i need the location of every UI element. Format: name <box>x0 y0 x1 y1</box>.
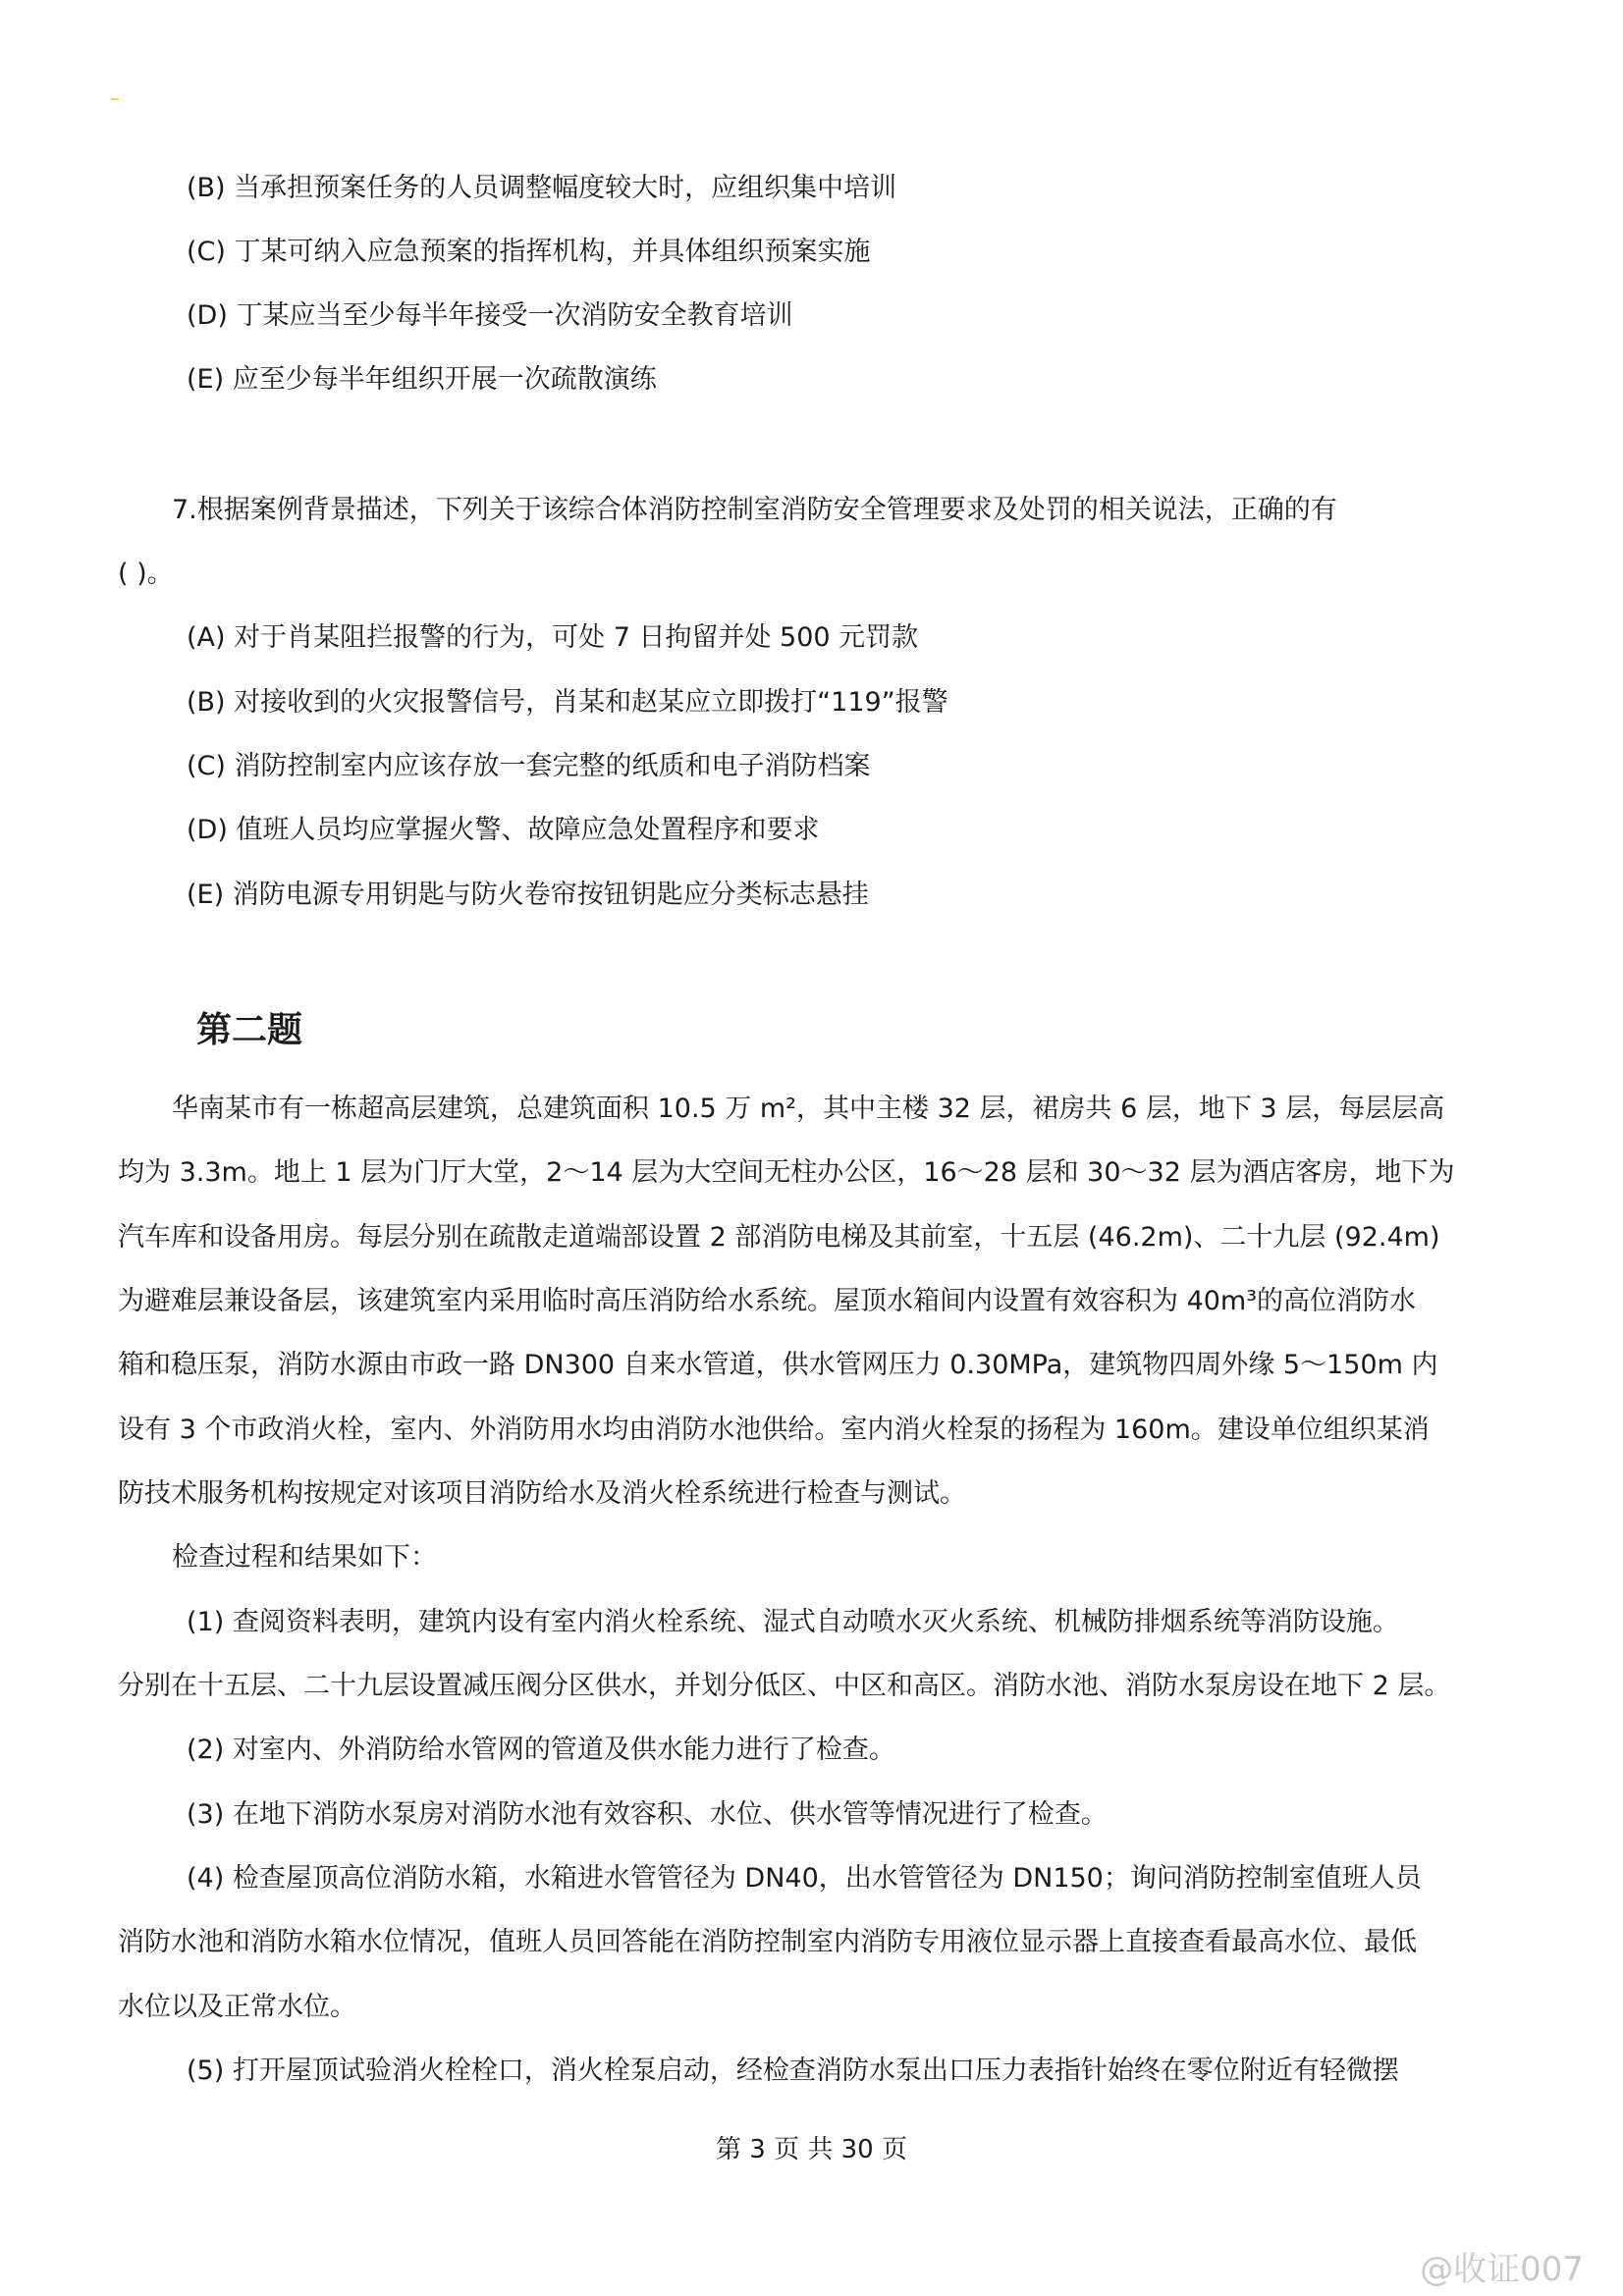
case-line-5: 箱和稳压泵，消防水源由市政一路 DN300 自来水管道，供水管网压力 0.30MPa，建筑物四周外缘 5～150m 内 <box>118 1350 1438 1380</box>
q6-option-e: (E) 应至少每半年组织开展一次疏散演练 <box>187 364 657 395</box>
item-1-line-1: (1) 查阅资料表明，建筑内设有室内消火栓系统、湿式自动喷水灭火系统、机械防排烟系统等消防设施。 <box>187 1607 1399 1637</box>
item-4-line-2: 消防水池和消防水箱水位情况，值班人员回答能在消防控制室内消防专用液位显示器上直接查看最高水位、最低 <box>118 1927 1417 1957</box>
decorative-mark <box>111 98 119 100</box>
page-number: 第 3 页 共 30 页 <box>716 2135 907 2164</box>
q7-option-b: (B) 对接收到的火灾报警信号，肖某和赵某应立即拨打“119”报警 <box>187 687 948 718</box>
item-3: (3) 在地下消防水泵房对消防水池有效容积、水位、供水管等情况进行了检查。 <box>187 1799 1108 1830</box>
item-4-line-3: 水位以及正常水位。 <box>118 1992 356 2022</box>
q7-answer-blank: ( )。 <box>118 559 174 589</box>
case-line-3: 汽车库和设备用房。每层分别在疏散走道端部设置 2 部消防电梯及其前室，十五层 (46.2m)、二十九层 (92.4m) <box>118 1222 1440 1253</box>
item-2: (2) 对室内、外消防给水管网的管道及供水能力进行了检查。 <box>187 1735 895 1765</box>
q6-option-c: (C) 丁某可纳入应急预案的指挥机构，并具体组织预案实施 <box>187 237 871 267</box>
case-line-7: 防技术服务机构按规定对该项目消防给水及消火栓系统进行检查与测试。 <box>118 1478 966 1509</box>
item-4-line-1: (4) 检查屋顶高位消防水箱，水箱进水管管径为 DN40，出水管管径为 DN150；询问消防控制室值班人员 <box>187 1863 1422 1894</box>
case-line-4: 为避难层兼设备层，该建筑室内采用临时高压消防给水系统。屋顶水箱间内设置有效容积为 40m³的高位消防水 <box>118 1286 1417 1316</box>
section-title: 第二题 <box>196 1010 303 1050</box>
q7-option-e: (E) 消防电源专用钥匙与防火卷帘按钮钥匙应分类标志悬挂 <box>187 880 869 910</box>
case-line-6: 设有 3 个市政消火栓，室内、外消防用水均由消防水池供给。室内消火栓泵的扬程为 160m。建设单位组织某消 <box>118 1415 1430 1445</box>
process-intro: 检查过程和结果如下： <box>172 1542 437 1573</box>
q7-option-c: (C) 消防控制室内应该存放一套完整的纸质和电子消防档案 <box>187 751 871 781</box>
case-line-2: 均为 3.3m。地上 1 层为门厅大堂，2～14 层为大空间无柱办公区，16～28 层和 30～32 层为酒店客房，地下为 <box>118 1157 1455 1188</box>
q7-option-d: (D) 值班人员均应掌握火警、故障应急处置程序和要求 <box>187 815 820 845</box>
q7-option-a: (A) 对于肖某阻拦报警的行为，可处 7 日拘留并处 500 元罚款 <box>187 622 919 653</box>
case-line-1: 华南某市有一栋超高层建筑，总建筑面积 10.5 万 m²，其中主楼 32 层，裙房共 6 层，地下 3 层，每层层高 <box>172 1094 1445 1124</box>
q7-stem: 7.根据案例背景描述，下列关于该综合体消防控制室消防安全管理要求及处罚的相关说法，正确的有 <box>172 495 1337 525</box>
item-1-line-2: 分别在十五层、二十九层设置减压阀分区供水，并划分低区、中区和高区。消防水池、消防水泵房设在地下 2 层。 <box>118 1671 1451 1701</box>
q6-option-b: (B) 当承担预案任务的人员调整幅度较大时，应组织集中培训 <box>187 173 897 203</box>
watermark: @收证007 <box>1420 2250 1584 2289</box>
q6-option-d: (D) 丁某应当至少每半年接受一次消防安全教育培训 <box>187 300 793 331</box>
item-5-line-1: (5) 打开屋顶试验消火栓栓口，消火栓泵启动，经检查消防水泵出口压力表指针始终在零位附近有轻微摆 <box>187 2056 1399 2086</box>
